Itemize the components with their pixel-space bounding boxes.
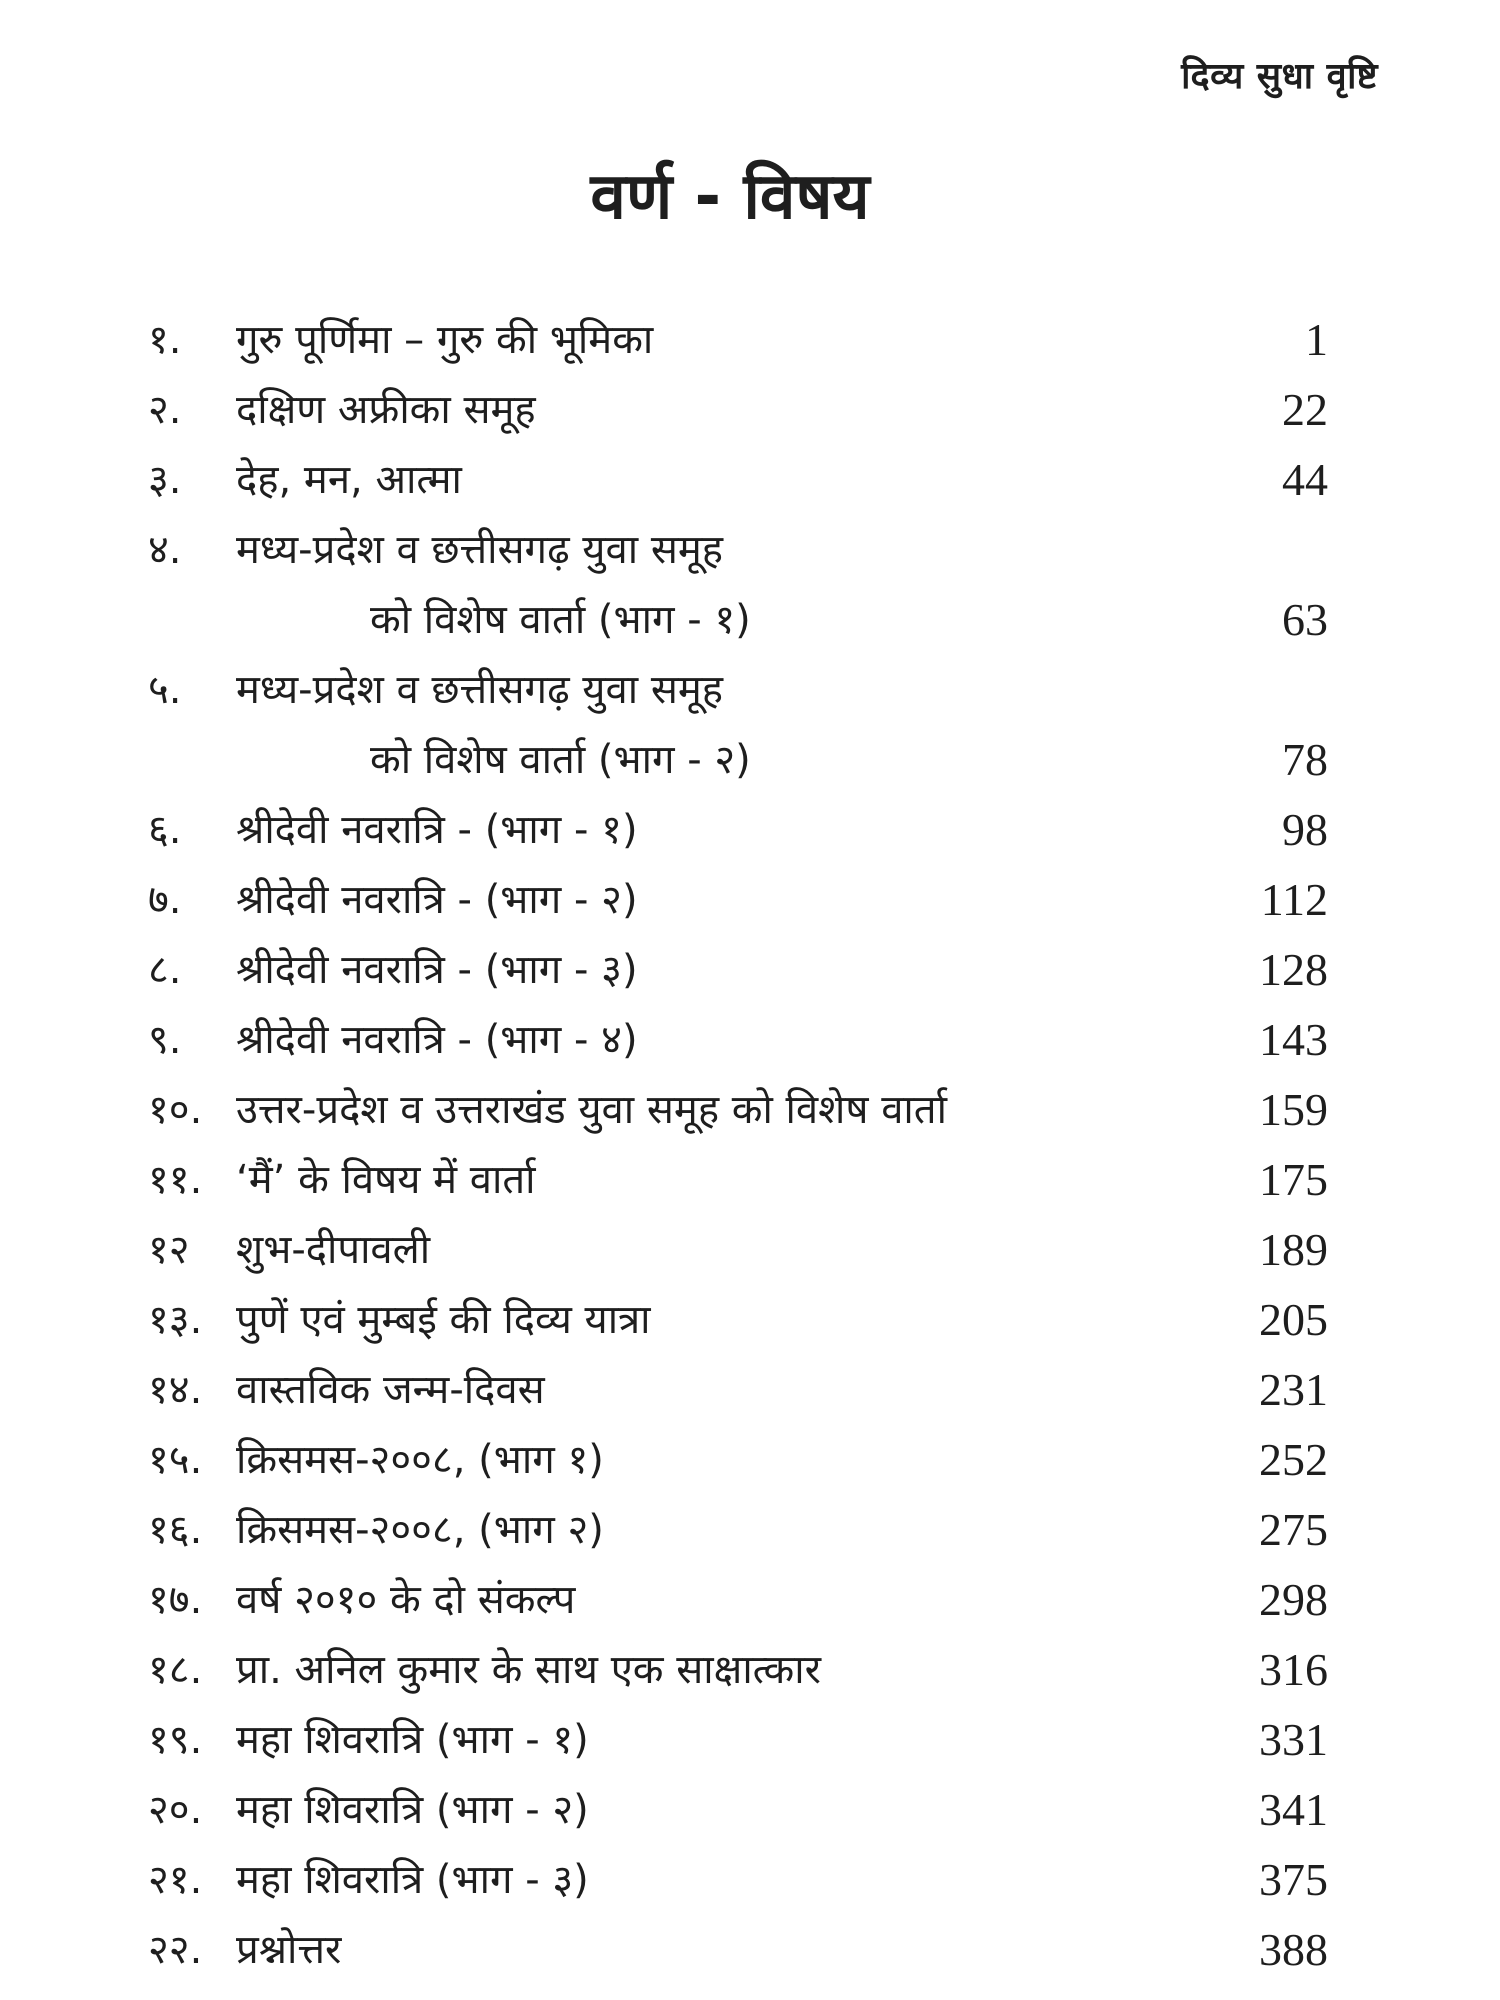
toc-entry: [148, 1425, 1328, 1495]
toc-entry-page-number: 331: [1259, 1714, 1328, 1765]
toc-entry-title: महा शिवरात्रि (भाग - १): [236, 1717, 589, 1763]
toc-entry-page-number: 231: [1259, 1364, 1328, 1415]
toc-entry-page-number: 375: [1259, 1854, 1328, 1905]
toc-entry-title: प्रश्नोत्तर: [236, 1927, 342, 1973]
toc-entry-page-number: 98: [1282, 804, 1328, 855]
toc-entry-title: प्रा. अनिल कुमार के साथ एक साक्षात्कार: [236, 1647, 821, 1693]
toc-entry-page-number: 1: [1305, 314, 1328, 365]
toc-entry-number: १६.: [148, 1507, 203, 1553]
toc-entry-number: २२.: [148, 1927, 203, 1973]
toc-entry-page-number: 175: [1259, 1154, 1328, 1205]
toc-entry-page-number: 341: [1259, 1784, 1328, 1835]
toc-entry: [148, 305, 1328, 375]
toc-entry-number: १८.: [148, 1647, 203, 1693]
toc-entry: [148, 1355, 1328, 1425]
toc-entry-number: १४.: [148, 1367, 203, 1413]
toc-entry-page-number: 252: [1259, 1434, 1328, 1485]
toc-entry: [148, 1145, 1328, 1215]
toc-entry-title: दक्षिण अफ्रीका समूह: [236, 387, 536, 433]
toc-entry-number: १.: [148, 317, 182, 363]
toc-entry-number: २०.: [148, 1787, 203, 1833]
toc-entry: [148, 1005, 1328, 1075]
toc-entry-number: १०.: [148, 1087, 203, 1133]
toc-entry-title: वर्ष २०१० के दो संकल्प: [236, 1577, 576, 1623]
toc-entry-page-number: 205: [1259, 1294, 1328, 1345]
toc-entry-page-number: 112: [1260, 874, 1328, 925]
toc-entry-number: ५.: [148, 667, 182, 713]
toc-entry-title: वास्तविक जन्म-दिवस: [236, 1367, 545, 1413]
toc-entry-page-number: 159: [1259, 1084, 1328, 1135]
toc-entry-number: १३.: [148, 1297, 203, 1343]
toc-entry: [148, 1495, 1328, 1565]
toc-entry-title: मध्य-प्रदेश व छत्तीसगढ़ युवा समूह: [236, 667, 724, 713]
toc-entry-number: १७.: [148, 1577, 203, 1623]
toc-entry-number: ९.: [148, 1017, 182, 1063]
toc-entry-title: ‘मैं’ के विषय में वार्ता: [236, 1157, 536, 1203]
toc-entry-title: श्रीदेवी नवरात्रि - (भाग - ३): [236, 947, 638, 993]
toc-entry-number: ११.: [148, 1157, 203, 1203]
toc-entry-title: क्रिसमस-२००८, (भाग २): [236, 1507, 604, 1553]
toc-entry: [148, 795, 1328, 865]
running-head: दिव्य सुधा वृष्टि: [1181, 56, 1378, 97]
toc-entry-page-number: 143: [1259, 1014, 1328, 1065]
toc-entry-title-continuation: को विशेष वार्ता (भाग - २): [370, 737, 751, 783]
toc-entry: [148, 655, 1328, 795]
toc-entry-title: महा शिवरात्रि (भाग - २): [236, 1787, 589, 1833]
toc-entry-title: श्रीदेवी नवरात्रि - (भाग - ४): [236, 1017, 638, 1063]
toc-entry-title: उत्तर-प्रदेश व उत्तराखंड युवा समूह को विशेष वार्ता: [236, 1087, 947, 1133]
toc-entry-page-number: 298: [1259, 1574, 1328, 1625]
toc-entry: [148, 1915, 1328, 1985]
toc-entry: [148, 515, 1328, 655]
toc-entry-title: शुभ-दीपावली: [236, 1227, 431, 1273]
toc-entry-number: २.: [148, 387, 182, 433]
toc-entry-number: २१.: [148, 1857, 203, 1903]
toc-entry: [148, 1285, 1328, 1355]
toc-entry-page-number: 78: [1282, 734, 1328, 785]
toc-entry-title: श्रीदेवी नवरात्रि - (भाग - १): [236, 807, 638, 853]
toc-entry-title: मध्य-प्रदेश व छत्तीसगढ़ युवा समूह: [236, 527, 724, 573]
toc-entry: [148, 445, 1328, 515]
toc-entry-page-number: 44: [1282, 454, 1328, 505]
toc-entry-page-number: 388: [1259, 1924, 1328, 1975]
toc-entry-title: श्रीदेवी नवरात्रि - (भाग - २): [236, 877, 638, 923]
toc-entry-number: ६.: [148, 807, 182, 853]
toc-entry-title-continuation: को विशेष वार्ता (भाग - १): [370, 597, 751, 643]
toc-entry-title: देह, मन, आत्मा: [236, 457, 462, 503]
toc-entry: [148, 1845, 1328, 1915]
toc-entry-number: ४.: [148, 527, 182, 573]
toc-entry: [148, 1705, 1328, 1775]
toc-entry: [148, 1215, 1328, 1285]
toc-entry-title: पुणें एवं मुम्बई की दिव्य यात्रा: [236, 1297, 651, 1343]
toc-entry: [148, 1075, 1328, 1145]
toc-entry-number: १९.: [148, 1717, 203, 1763]
toc-entry-title: गुरु पूर्णिमा – गुरु की भूमिका: [236, 317, 654, 363]
toc-entry: [148, 375, 1328, 445]
toc-entry-number: ३.: [148, 457, 182, 503]
toc-entry-page-number: 128: [1259, 944, 1328, 995]
page-title: वर्ण - विषय: [590, 160, 870, 234]
toc-entry-number: ८.: [148, 947, 182, 993]
toc-entry-page-number: 316: [1259, 1644, 1328, 1695]
table-of-contents: [148, 305, 1328, 1985]
toc-entry-number: १२: [148, 1227, 190, 1273]
toc-entry: [148, 865, 1328, 935]
toc-entry: [148, 1565, 1328, 1635]
toc-entry: [148, 1635, 1328, 1705]
toc-entry-page-number: 63: [1282, 594, 1328, 645]
toc-entry: [148, 1775, 1328, 1845]
toc-entry-title: महा शिवरात्रि (भाग - ३): [236, 1857, 589, 1903]
toc-entry-number: ७.: [148, 877, 182, 923]
toc-entry-page-number: 22: [1282, 384, 1328, 435]
toc-entry: [148, 935, 1328, 1005]
toc-entry-page-number: 189: [1259, 1224, 1328, 1275]
toc-entry-number: १५.: [148, 1437, 203, 1483]
toc-entry-page-number: 275: [1259, 1504, 1328, 1555]
toc-entry-title: क्रिसमस-२००८, (भाग १): [236, 1437, 604, 1483]
